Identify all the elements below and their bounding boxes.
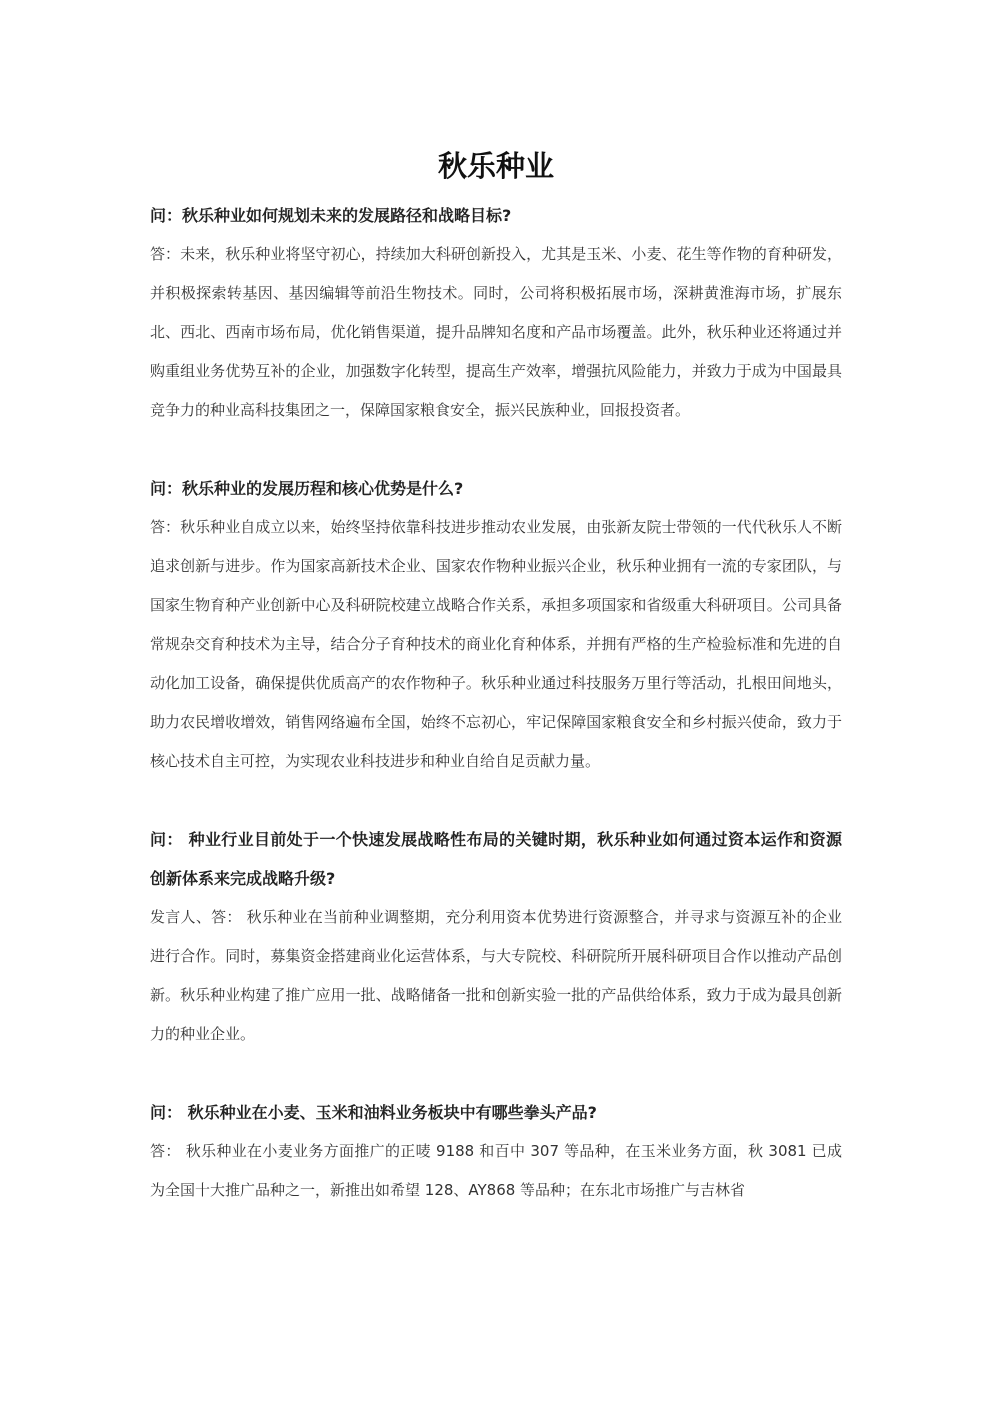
question-text: 问：秋乐种业的发展历程和核心优势是什么?: [150, 479, 464, 498]
answer-text: 答： 秋乐种业在小麦业务方面推广的正唛 9188 和百中 307 等品种，在玉米业务方面，秋 3081 已成为全国十大推广品种之一，新推出如希望 128、AY868 等品种；在东北市场推广与吉林省: [150, 1142, 842, 1199]
question-text: 问： 种业行业目前处于一个快速发展战略性布局的关键时期，秋乐种业如何通过资本运作和资源创新体系来完成战略升级?: [150, 830, 842, 888]
question-text: 问： 秋乐种业在小麦、玉米和油料业务板块中有哪些拳头产品?: [150, 1103, 597, 1122]
qa-section: [150, 1093, 842, 1210]
answer-text: 答：秋乐种业自成立以来，始终坚持依靠科技进步推动农业发展，由张新友院士带领的一代代秋乐人不断追求创新与进步。作为国家高新技术企业、国家农作物种业振兴企业，秋乐种业拥有一流的专家团队，与国家生物育种产业创新中心及科研院校建立战略合作关系，承担多项国家和省级重大科研项目。公司具备常规杂交育种技术为主导，结合分子育种技术的商业化育种体系，并拥有严格的生产检验标准和先进的自动化加工设备，确保提供优质高产的农作物种子。秋乐种业通过科技服务万里行等活动，扎根田间地头，助力农民增收增效，销售网络遍布全国，始终不忘初心，牢记保障国家粮食安全和乡村振兴使命，致力于核心技术自主可控，为实现农业科技进步和种业自给自足贡献力量。: [150, 518, 842, 770]
question-text: 问：秋乐种业如何规划未来的发展路径和战略目标?: [150, 206, 512, 225]
qa-content: [150, 196, 842, 1249]
qa-section: [150, 196, 842, 430]
page-title: 秋乐种业: [437, 149, 554, 183]
qa-section: [150, 469, 842, 781]
answer-text: 答：未来，秋乐种业将坚守初心，持续加大科研创新投入，尤其是玉米、小麦、花生等作物的育种研发，并积极探索转基因、基因编辑等前沿生物技术。同时，公司将积极拓展市场，深耕黄淮海市场，扩展东北、西北、西南市场布局，优化销售渠道，提升品牌知名度和产品市场覆盖。此外，秋乐种业还将通过并购重组业务优势互补的企业，加强数字化转型，提高生产效率，增强抗风险能力，并致力于成为中国最具竞争力的种业高科技集团之一，保障国家粮食安全，振兴民族种业，回报投资者。: [150, 245, 842, 419]
answer-text: 发言人、答： 秋乐种业在当前种业调整期，充分利用资本优势进行资源整合，并寻求与资源互补的企业进行合作。同时，募集资金搭建商业化运营体系，与大专院校、科研院所开展科研项目合作以推动产品创新。秋乐种业构建了推广应用一批、战略储备一批和创新实验一批的产品供给体系，致力于成为最具创新力的种业企业。: [150, 908, 842, 1043]
qa-section: [150, 820, 842, 1054]
